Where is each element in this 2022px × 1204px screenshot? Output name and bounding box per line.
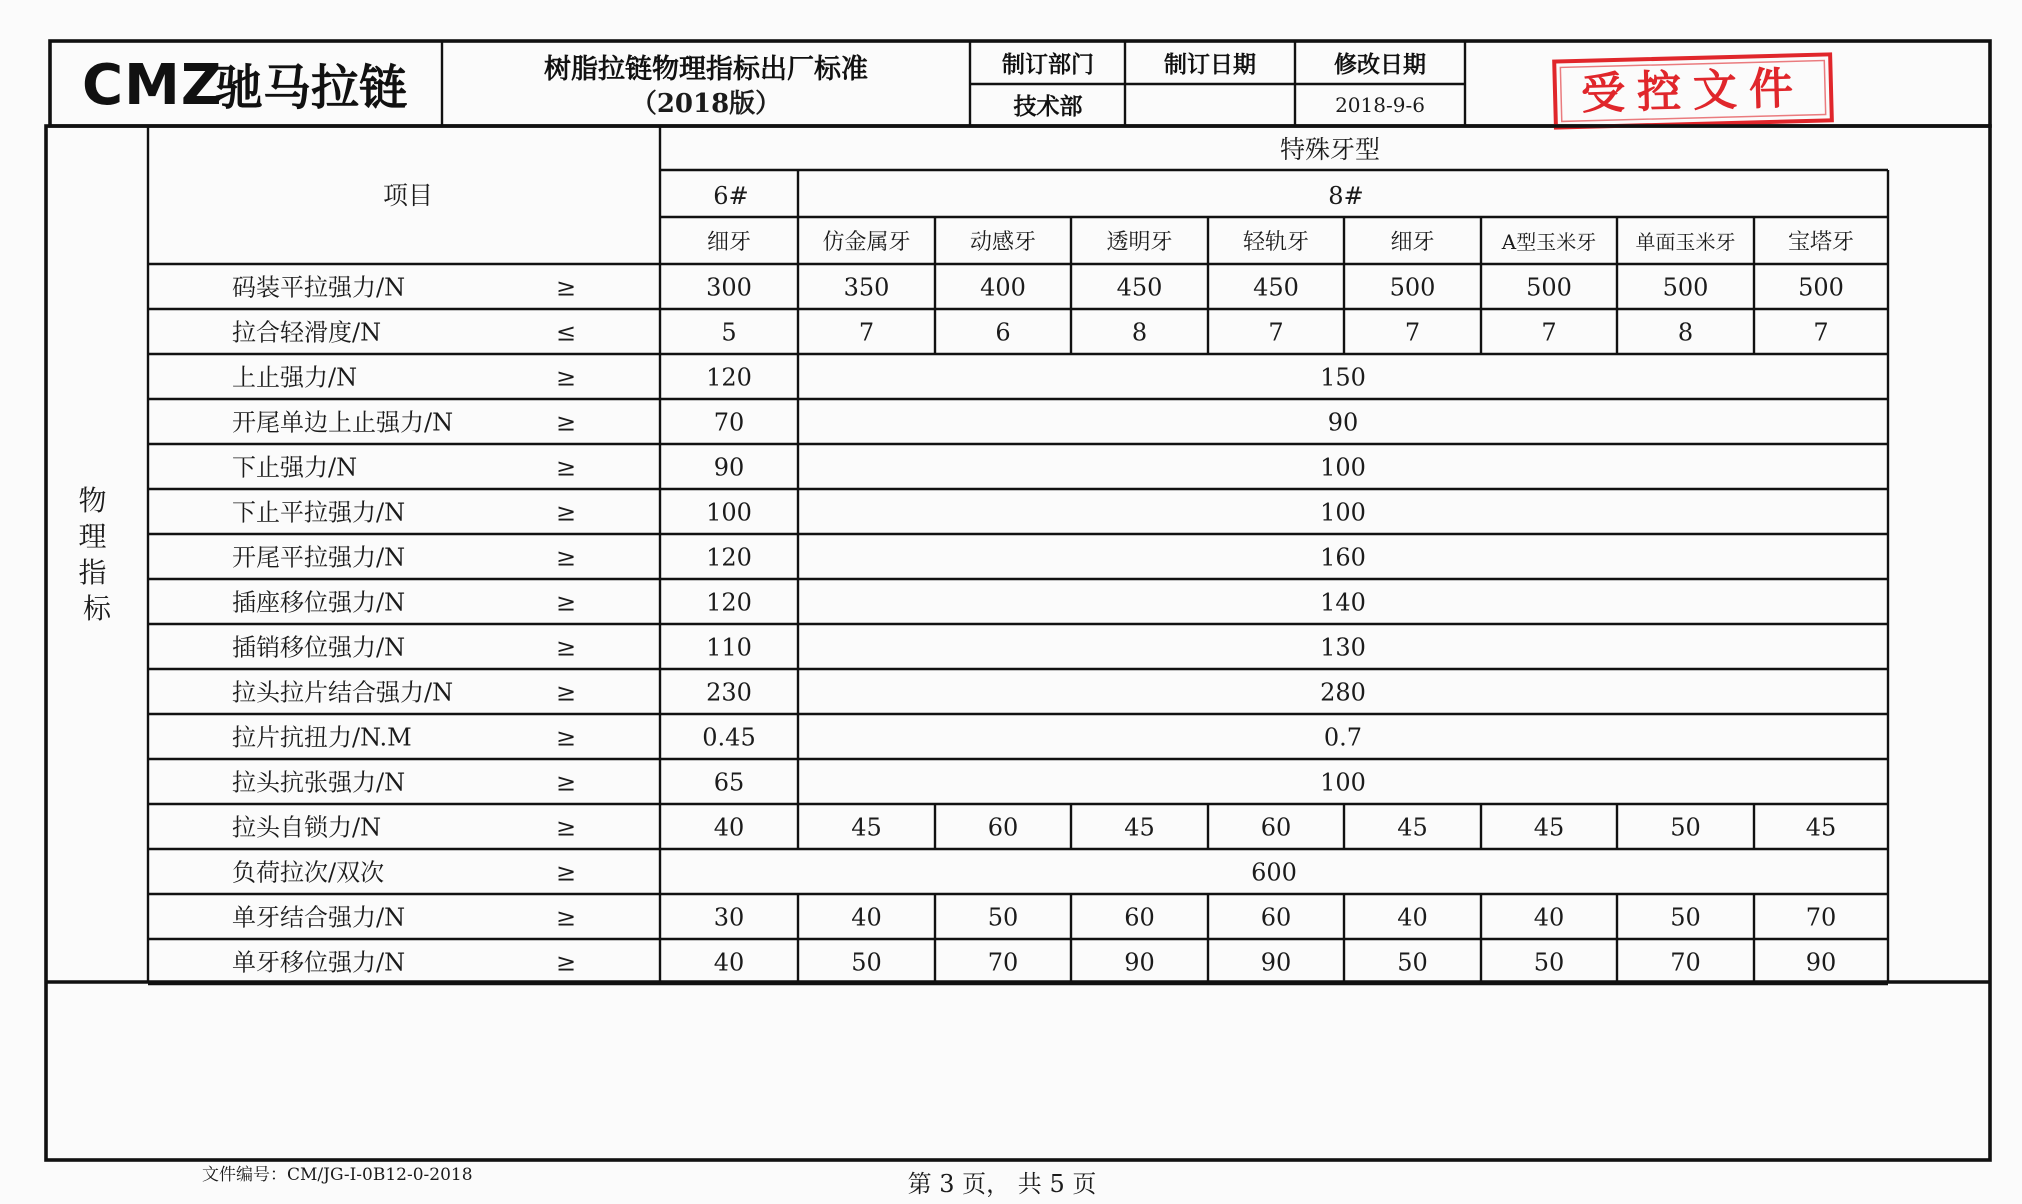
- table-cell-value: 60: [987, 813, 1019, 842]
- table-cell-value: 230: [706, 678, 752, 707]
- row-operator: ≥: [555, 678, 577, 707]
- row-item-name: 码装平拉强力/N: [232, 273, 406, 302]
- table-cell-value: 8: [1131, 318, 1148, 347]
- logo-chinese: 驰马拉链: [215, 60, 408, 116]
- table-cell-value: 70: [1805, 903, 1837, 932]
- table-cell-value: 45: [1805, 813, 1837, 842]
- table-cell-value: 65: [713, 768, 745, 797]
- table-cell-value: 40: [1397, 903, 1428, 932]
- table-cell-value: 500: [1526, 273, 1572, 302]
- table-cell-value: 40: [851, 903, 882, 932]
- tooth-type-header: 轻轨牙: [1242, 230, 1310, 255]
- row-operator: ≥: [555, 948, 577, 977]
- item-header: 项目: [382, 181, 434, 210]
- table-cell-value: 0.7: [1323, 723, 1363, 752]
- tooth-type-header: A型玉米牙: [1501, 230, 1597, 254]
- row-operator: ≥: [555, 858, 577, 887]
- table-cell-value: 280: [1320, 678, 1366, 707]
- table-cell-value: 90: [713, 453, 745, 482]
- table-cell-value: 100: [1320, 453, 1366, 482]
- table-cell-value: 50: [1670, 903, 1701, 932]
- table-cell-value: 70: [713, 408, 745, 437]
- tooth-type-header: 单面玉米牙: [1635, 230, 1736, 254]
- row-operator: ≥: [555, 813, 577, 842]
- row-operator: ≥: [555, 588, 577, 617]
- table-cell-value: 140: [1320, 588, 1366, 617]
- table-cell-value: 90: [1260, 948, 1292, 977]
- table-cell-value: 50: [1670, 813, 1701, 842]
- table-cell-value: 40: [1533, 903, 1565, 932]
- size-8-header: 8#: [1328, 182, 1364, 210]
- row-item-name: 拉片抗扭力/N.M: [232, 723, 412, 752]
- row-item-name: 拉合轻滑度/N: [232, 318, 382, 347]
- tooth-type-header: 透明牙: [1106, 230, 1173, 255]
- table-cell-value: 7: [1404, 318, 1421, 347]
- row-operator: ≤: [555, 318, 577, 347]
- dept-value: 技术部: [1013, 94, 1083, 120]
- table-cell-value: 7: [1813, 318, 1829, 347]
- table-cell-value: 90: [1805, 948, 1837, 977]
- row-item-name: 上止强力/N: [232, 363, 358, 392]
- date-label: 制订日期: [1164, 52, 1256, 78]
- row-operator: ≥: [555, 768, 577, 797]
- table-cell-value: 400: [980, 273, 1026, 302]
- table-cell-value: 90: [1327, 408, 1359, 437]
- table-cell-value: 120: [706, 363, 752, 392]
- table-cell-value: 70: [987, 948, 1019, 977]
- svg-text:受控文件: 受控文件: [1580, 63, 1806, 120]
- file-number: 文件编号：CM/JG-I-0B12-0-2018: [202, 1165, 473, 1185]
- table-cell-value: 70: [1670, 948, 1701, 977]
- row-operator: ≥: [555, 408, 577, 437]
- tooth-type-header: 细牙: [706, 230, 752, 255]
- row-operator: ≥: [555, 273, 577, 302]
- table-cell-value: 90: [1124, 948, 1155, 977]
- table-cell-value: 50: [1533, 948, 1565, 977]
- tooth-type-header: 细牙: [1390, 230, 1435, 255]
- row-operator: ≥: [555, 543, 577, 572]
- table-cell-value: 8: [1677, 318, 1694, 347]
- table-cell-value: 45: [1533, 813, 1565, 842]
- table-cell-value: 450: [1116, 273, 1163, 302]
- row-item-name: 插销移位强力/N: [232, 633, 406, 662]
- tooth-type-header: 仿金属牙: [822, 230, 911, 255]
- row-item-name: 负荷拉次/双次: [232, 858, 385, 887]
- row-operator: ≥: [555, 633, 577, 662]
- table-cell-value: 45: [1124, 813, 1155, 842]
- table-cell-value: 110: [706, 633, 752, 662]
- tooth-type-header: 宝塔牙: [1787, 230, 1855, 255]
- table-cell-value: 50: [851, 948, 882, 977]
- table-cell-value: 7: [1541, 318, 1557, 347]
- table-cell-value: 5: [721, 318, 737, 347]
- row-item-name: 下止强力/N: [232, 453, 358, 482]
- table-cell-value: 100: [1320, 768, 1366, 797]
- modified-label: 修改日期: [1334, 52, 1426, 78]
- row-item-name: 下止平拉强力/N: [232, 498, 406, 527]
- tooth-type-header: 动感牙: [969, 230, 1037, 255]
- table-cell-value: 100: [1320, 498, 1366, 527]
- table-cell-value: 0.45: [702, 723, 756, 752]
- table-cell-value: 600: [1251, 858, 1297, 887]
- table-cell-value: 100: [706, 498, 752, 527]
- table-cell-value: 40: [713, 813, 745, 842]
- row-item-name: 拉头拉片结合强力/N: [232, 678, 454, 707]
- table-cell-value: 500: [1798, 273, 1844, 302]
- table-cell-value: 45: [851, 813, 882, 842]
- table-cell-value: 7: [1268, 318, 1284, 347]
- row-operator: ≥: [555, 453, 577, 482]
- table-cell-value: 60: [1260, 813, 1292, 842]
- table-cell-value: 160: [1320, 543, 1366, 572]
- row-item-name: 开尾平拉强力/N: [232, 543, 406, 572]
- table-cell-value: 50: [1397, 948, 1428, 977]
- document-title: 树脂拉链物理指标出厂标准: [544, 54, 868, 85]
- table-cell-value: 450: [1253, 273, 1299, 302]
- row-item-name: 拉头抗张强力/N: [232, 768, 406, 797]
- table-cell-value: 300: [706, 273, 752, 302]
- row-operator: ≥: [555, 723, 577, 752]
- section-label: 物 理 指 标: [78, 484, 112, 625]
- row-item-name: 拉头自锁力/N: [232, 813, 382, 842]
- row-operator: ≥: [555, 498, 577, 527]
- table-cell-value: 500: [1389, 273, 1436, 302]
- company-logo: [82, 53, 407, 118]
- table-cell-value: 350: [843, 273, 890, 302]
- logo-latin: CMZ: [82, 53, 223, 118]
- row-item-name: 开尾单边上止强力/N: [232, 408, 454, 437]
- page-number: 第 3 页， 共 5 页: [907, 1170, 1097, 1198]
- table-cell-value: 60: [1260, 903, 1292, 932]
- table-cell-value: 130: [1320, 633, 1366, 662]
- row-item-name: 插座移位强力/N: [232, 588, 406, 617]
- table-cell-value: 500: [1662, 273, 1709, 302]
- table-cell-value: 40: [713, 948, 745, 977]
- table-cell-value: 150: [1320, 363, 1366, 392]
- table-cell-value: 60: [1124, 903, 1155, 932]
- table-cell-value: 50: [987, 903, 1019, 932]
- dept-label: 制订部门: [1002, 52, 1094, 78]
- table-cell-value: 120: [706, 588, 752, 617]
- special-tooth-header: 特殊牙型: [1279, 135, 1381, 164]
- table-cell-value: 6: [995, 318, 1011, 347]
- table-cell-value: 45: [1397, 813, 1428, 842]
- row-item-name: 单牙结合强力/N: [232, 903, 406, 932]
- modified-value: 2018-9-6: [1335, 93, 1425, 117]
- row-item-name: 单牙移位强力/N: [232, 948, 406, 977]
- table-cell-value: 30: [713, 903, 745, 932]
- size-6-header: 6#: [713, 182, 749, 210]
- table-cell-value: 7: [858, 318, 875, 347]
- document-version: （2018版）: [630, 89, 782, 119]
- table-cell-value: 120: [706, 543, 752, 572]
- row-operator: ≥: [555, 363, 577, 392]
- row-operator: ≥: [555, 903, 577, 932]
